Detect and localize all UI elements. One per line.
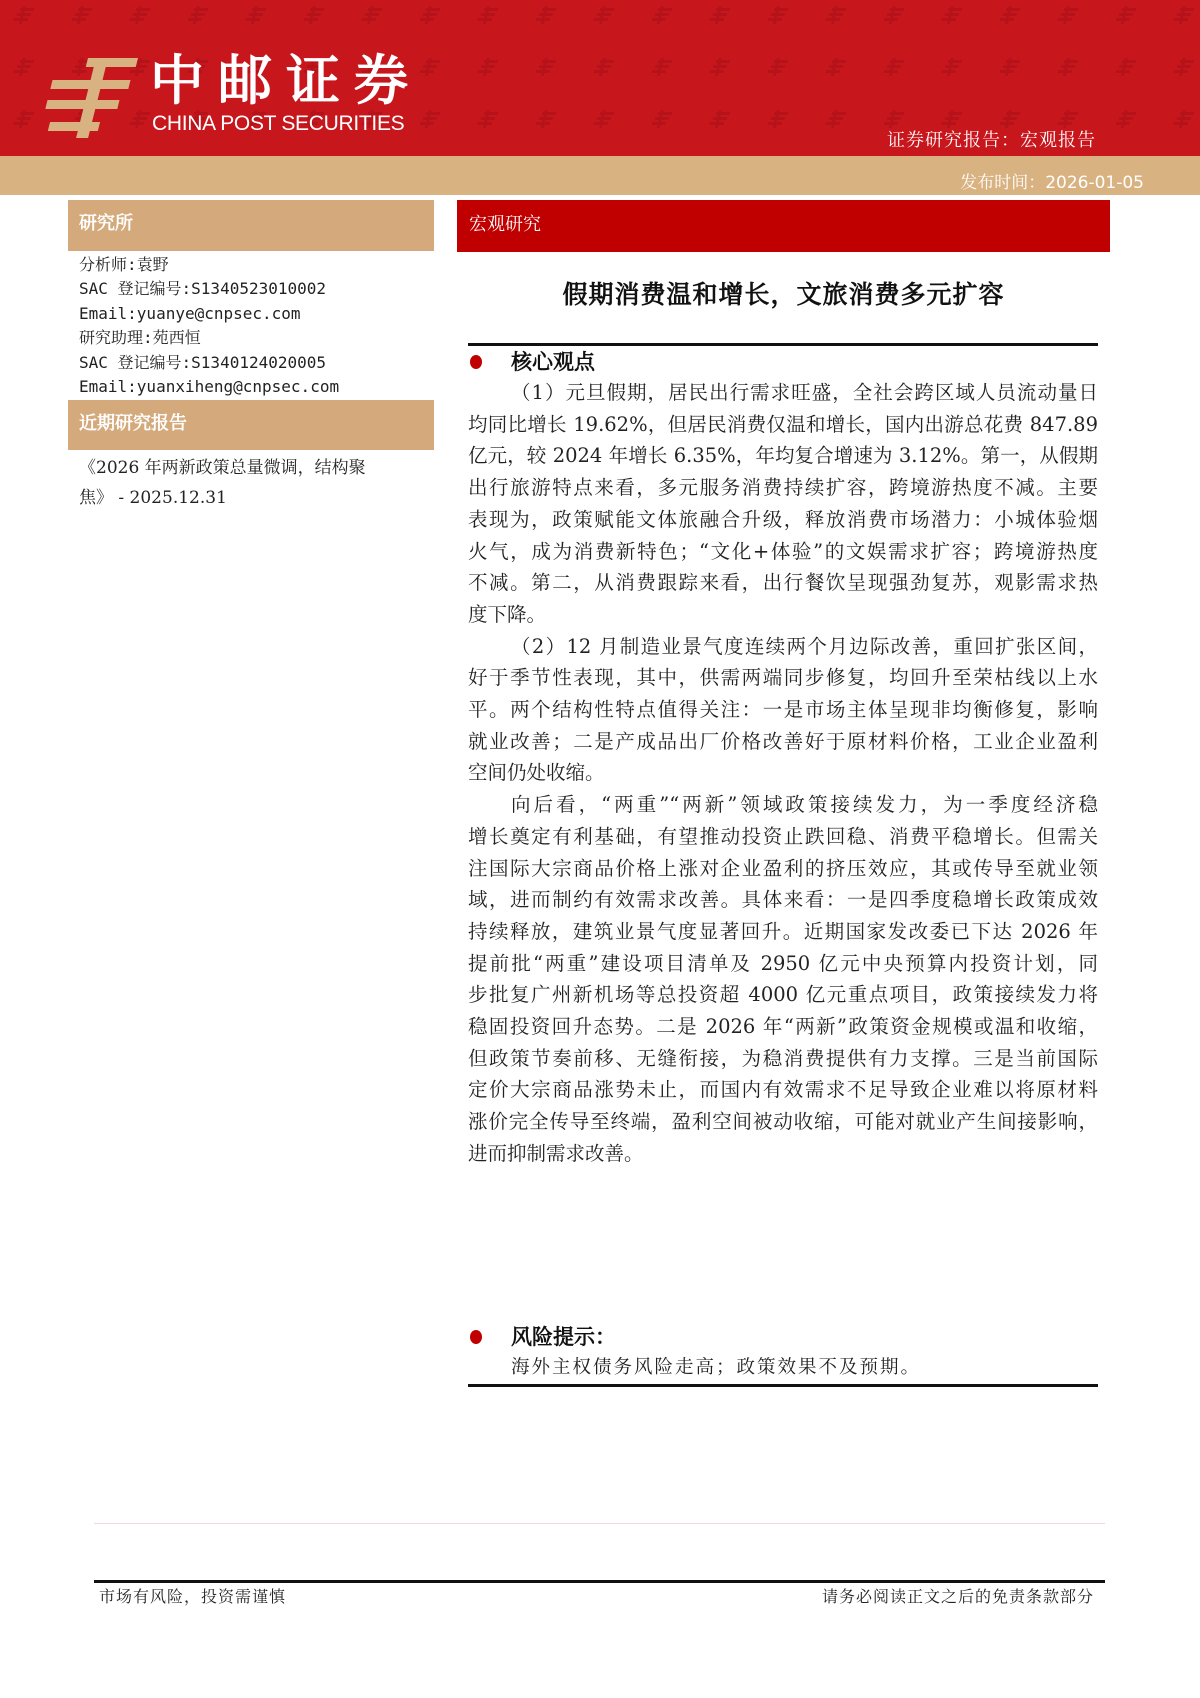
recent-report-link[interactable]: 《2026 年两新政策总量微调，结构聚 bbox=[79, 458, 366, 478]
section-label: 宏观研究 bbox=[457, 200, 1110, 252]
body-line: 出行旅游特点来看，多元服务消费持续扩容，跨境游热度不减。主要 bbox=[468, 476, 1098, 500]
body-line: 持续释放，建筑业景气度显著回升。近期国家发改委已下达 2026 年 bbox=[468, 919, 1098, 943]
report-type: 证券研究报告：宏观报告 bbox=[887, 130, 1096, 151]
page-divider bbox=[94, 1523, 1105, 1524]
china-post-logo-icon bbox=[40, 50, 140, 142]
recent-reports-heading: 近期研究报告 bbox=[68, 400, 434, 450]
body-line: 亿元，较 2024 年增长 6.35%，年均复合增速为 3.12%。第一，从假期 bbox=[468, 444, 1098, 468]
analyst-sac-number: SAC 登记编号:S1340523010002 bbox=[79, 279, 327, 298]
title-divider bbox=[468, 343, 1098, 346]
body-line: 涨价完全传导至终端，盈利空间被动收缩，可能对就业产生间接影响， bbox=[468, 1110, 1098, 1134]
footer-left: 市场有风险，投资需谨慎 bbox=[99, 1587, 287, 1606]
report-title: 假期消费温和增长，文旅消费多元扩容 bbox=[562, 280, 1005, 309]
body-line: 表现为，政策赋能文体旅融合升级，释放消费市场潜力：小城体验烟 bbox=[468, 507, 1098, 531]
assistant-name: 研究助理:苑西恒 bbox=[79, 328, 201, 347]
body-line: 定价大宗商品涨势未止，而国内有效需求不足导致企业难以将原材料 bbox=[468, 1078, 1098, 1102]
core-view-heading: 核心观点 bbox=[511, 349, 595, 374]
risk-divider bbox=[468, 1384, 1098, 1387]
risk-heading: 风险提示： bbox=[511, 1324, 616, 1349]
recent-report-date[interactable]: 焦》 - 2025.12.31 bbox=[79, 488, 227, 508]
institute-heading: 研究所 bbox=[68, 200, 434, 251]
body-line: 但政策节奏前移、无缝衔接，为稳消费提供有力支撑。三是当前国际 bbox=[468, 1046, 1098, 1070]
body-line: 平。两个结构性特点值得关注：一是市场主体呈现非均衡修复，影响 bbox=[468, 698, 1098, 721]
body-line: 稳固投资回升态势。二是 2026 年“两新”政策资金规模或温和收缩， bbox=[468, 1015, 1098, 1038]
body-line: 域，进而制约有效需求改善。具体来看：一是四季度稳增长政策成效 bbox=[468, 888, 1098, 912]
body-line: 不减。第二，从消费跟踪来看，出行餐饮呈现强劲复苏，观影需求热 bbox=[468, 571, 1098, 595]
footer-divider bbox=[94, 1580, 1105, 1583]
header-banner bbox=[0, 0, 1200, 156]
body-line: 步批复广州新机场等总投资超 4000 亿元重点项目，政策接续发力将 bbox=[468, 983, 1098, 1007]
body-line: 注国际大宗商品价格上涨对企业盈利的挤压效应，其或传导至就业领 bbox=[468, 856, 1098, 880]
risk-text: 海外主权债务风险走高；政策效果不及预期。 bbox=[511, 1357, 922, 1378]
body-line: 向后看，“两重”“两新”领域政策接续发力，为一季度经济稳 bbox=[511, 793, 1098, 817]
body-line: 好于季节性表现，其中，供需两端同步修复，均回升至荣枯线以上水 bbox=[468, 666, 1098, 690]
assistant-sac-number: SAC 登记编号:S1340124020005 bbox=[79, 353, 327, 372]
brand-name-en: CHINA POST SECURITIES bbox=[152, 112, 405, 135]
body-line: （1）元旦假期，居民出行需求旺盛，全社会跨区域人员流动量日 bbox=[511, 381, 1098, 404]
bullet-icon bbox=[470, 1330, 482, 1344]
bullet-icon bbox=[470, 355, 482, 369]
body-line: 就业改善；二是产成品出厂价格改善好于原材料价格，工业企业盈利 bbox=[468, 729, 1098, 753]
body-line: 提前批“两重”建设项目清单及 2950 亿元中央预算内投资计划，同 bbox=[468, 951, 1098, 975]
analyst-name: 分析师:袁野 bbox=[79, 255, 169, 274]
body-line: 均同比增长 19.62%，但居民消费仅温和增长，国内出游总花费 847.89 bbox=[468, 412, 1098, 436]
body-line: 增长奠定有利基础，有望推动投资止跌回稳、消费平稳增长。但需关 bbox=[468, 824, 1098, 848]
body-line: 火气，成为消费新特色；“文化+体验”的文娱需求扩容；跨境游热度 bbox=[468, 539, 1098, 563]
body-line: （2）12 月制造业景气度连续两个月边际改善，重回扩张区间， bbox=[511, 634, 1098, 658]
publish-date: 发布时间：2026-01-05 bbox=[960, 173, 1144, 193]
body-line: 进而抑制需求改善。 bbox=[468, 1141, 644, 1165]
analyst-email[interactable]: Email:yuanye@cnpsec.com bbox=[79, 304, 301, 323]
body-line: 空间仍处收缩。 bbox=[468, 761, 605, 785]
footer-right: 请务必阅读正文之后的免责条款部分 bbox=[821, 1587, 1094, 1606]
brand-name-cn: 中邮证券 bbox=[150, 49, 422, 112]
body-line: 度下降。 bbox=[468, 602, 547, 626]
assistant-email[interactable]: Email:yuanxiheng@cnpsec.com bbox=[79, 377, 340, 396]
